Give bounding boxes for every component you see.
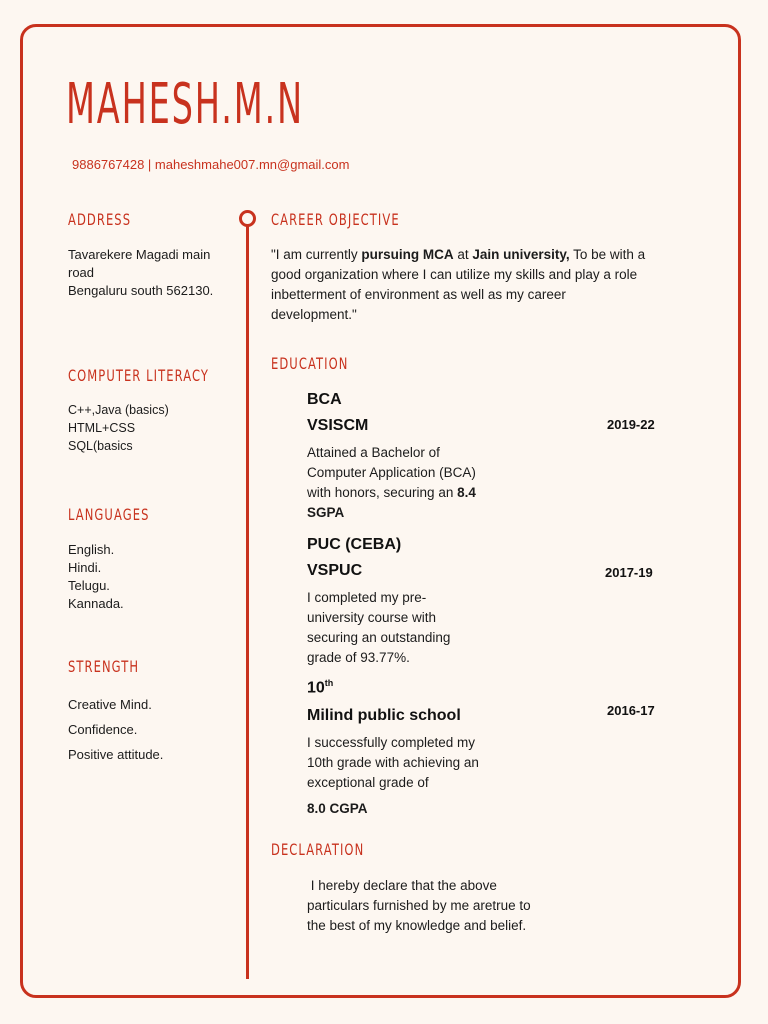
list-item: Positive attitude. [68,747,164,762]
address-heading: ADDRESS [68,210,132,229]
education-heading: EDUCATION [271,354,349,373]
list-item: Telugu. [68,578,110,593]
edu-year: 2016-17 [607,703,655,718]
edu-degree-suffix: th [324,678,334,688]
objective-emphasis: Jain university, [472,247,570,262]
career-objective-heading: CAREER OBJECTIVE [271,210,400,229]
declaration-text: I hereby declare that the above particulars furnished by me aretrue to the best of my knowledge and belief. [307,878,535,933]
edu-description [307,443,487,523]
edu-grade [307,799,368,819]
list-item: C++,Java (basics) [68,403,169,417]
timeline-line [246,222,249,979]
edu-desc-text: Attained a Bachelor of Computer Application (BCA) with honors, securing an [307,445,476,500]
list-item: Creative Mind. [68,697,152,712]
edu-degree [307,678,333,697]
objective-emphasis: pursuing MCA [361,247,454,262]
edu-degree-number: 10 [307,679,325,697]
edu-description: I successfully completed my 10th grade with achieving an exceptional grade of [307,735,479,790]
edu-description: I completed my pre-university course with securing an outstanding grade of 93.77%. [307,590,451,665]
career-objective-text [271,245,651,325]
contact-info: 9886767428 | maheshmahe007.mn@gmail.com [72,157,350,172]
edu-year: 2019-22 [607,417,655,432]
address-line: Tavarekere Magadi main [68,247,211,262]
list-item: English. [68,542,115,557]
objective-text: To be with a good organization where I can utilize my skills and play a role inbetterment of environment as well as my career development." [271,247,646,322]
edu-degree: BCA [307,391,342,408]
address-block [68,246,238,300]
edu-degree: PUC (CEBA) [307,536,402,553]
address-line: road [68,265,95,280]
edu-year: 2017-19 [605,565,653,580]
edu-grade-value: 8.0 CGPA [307,801,368,816]
candidate-name: MAHESH.M.N [66,72,304,137]
edu-institution: VSISCM [307,417,369,434]
list-item: SQL(basics [68,439,133,453]
strength-list [68,692,163,767]
timeline-dot [239,210,256,227]
computer-literacy-list [68,401,169,455]
list-item: Kannada. [68,596,124,611]
computer-literacy-heading: COMPUTER LITERACY [68,366,209,385]
list-item: Hindi. [68,560,102,575]
objective-text: at [453,247,473,262]
edu-grade: 8.4 SGPA [307,485,476,520]
strength-heading: STRENGTH [68,657,140,676]
edu-institution: VSPUC [307,562,363,579]
languages-list [68,541,124,613]
edu-institution: Milind public school [307,707,461,724]
list-item: HTML+CSS [68,421,136,435]
declaration-heading: DECLARATION [271,840,365,859]
address-line: Bengaluru south 562130. [68,283,214,298]
list-item: Confidence. [68,722,138,737]
objective-text: "I am currently [271,247,362,262]
languages-heading: LANGUAGES [68,505,150,524]
